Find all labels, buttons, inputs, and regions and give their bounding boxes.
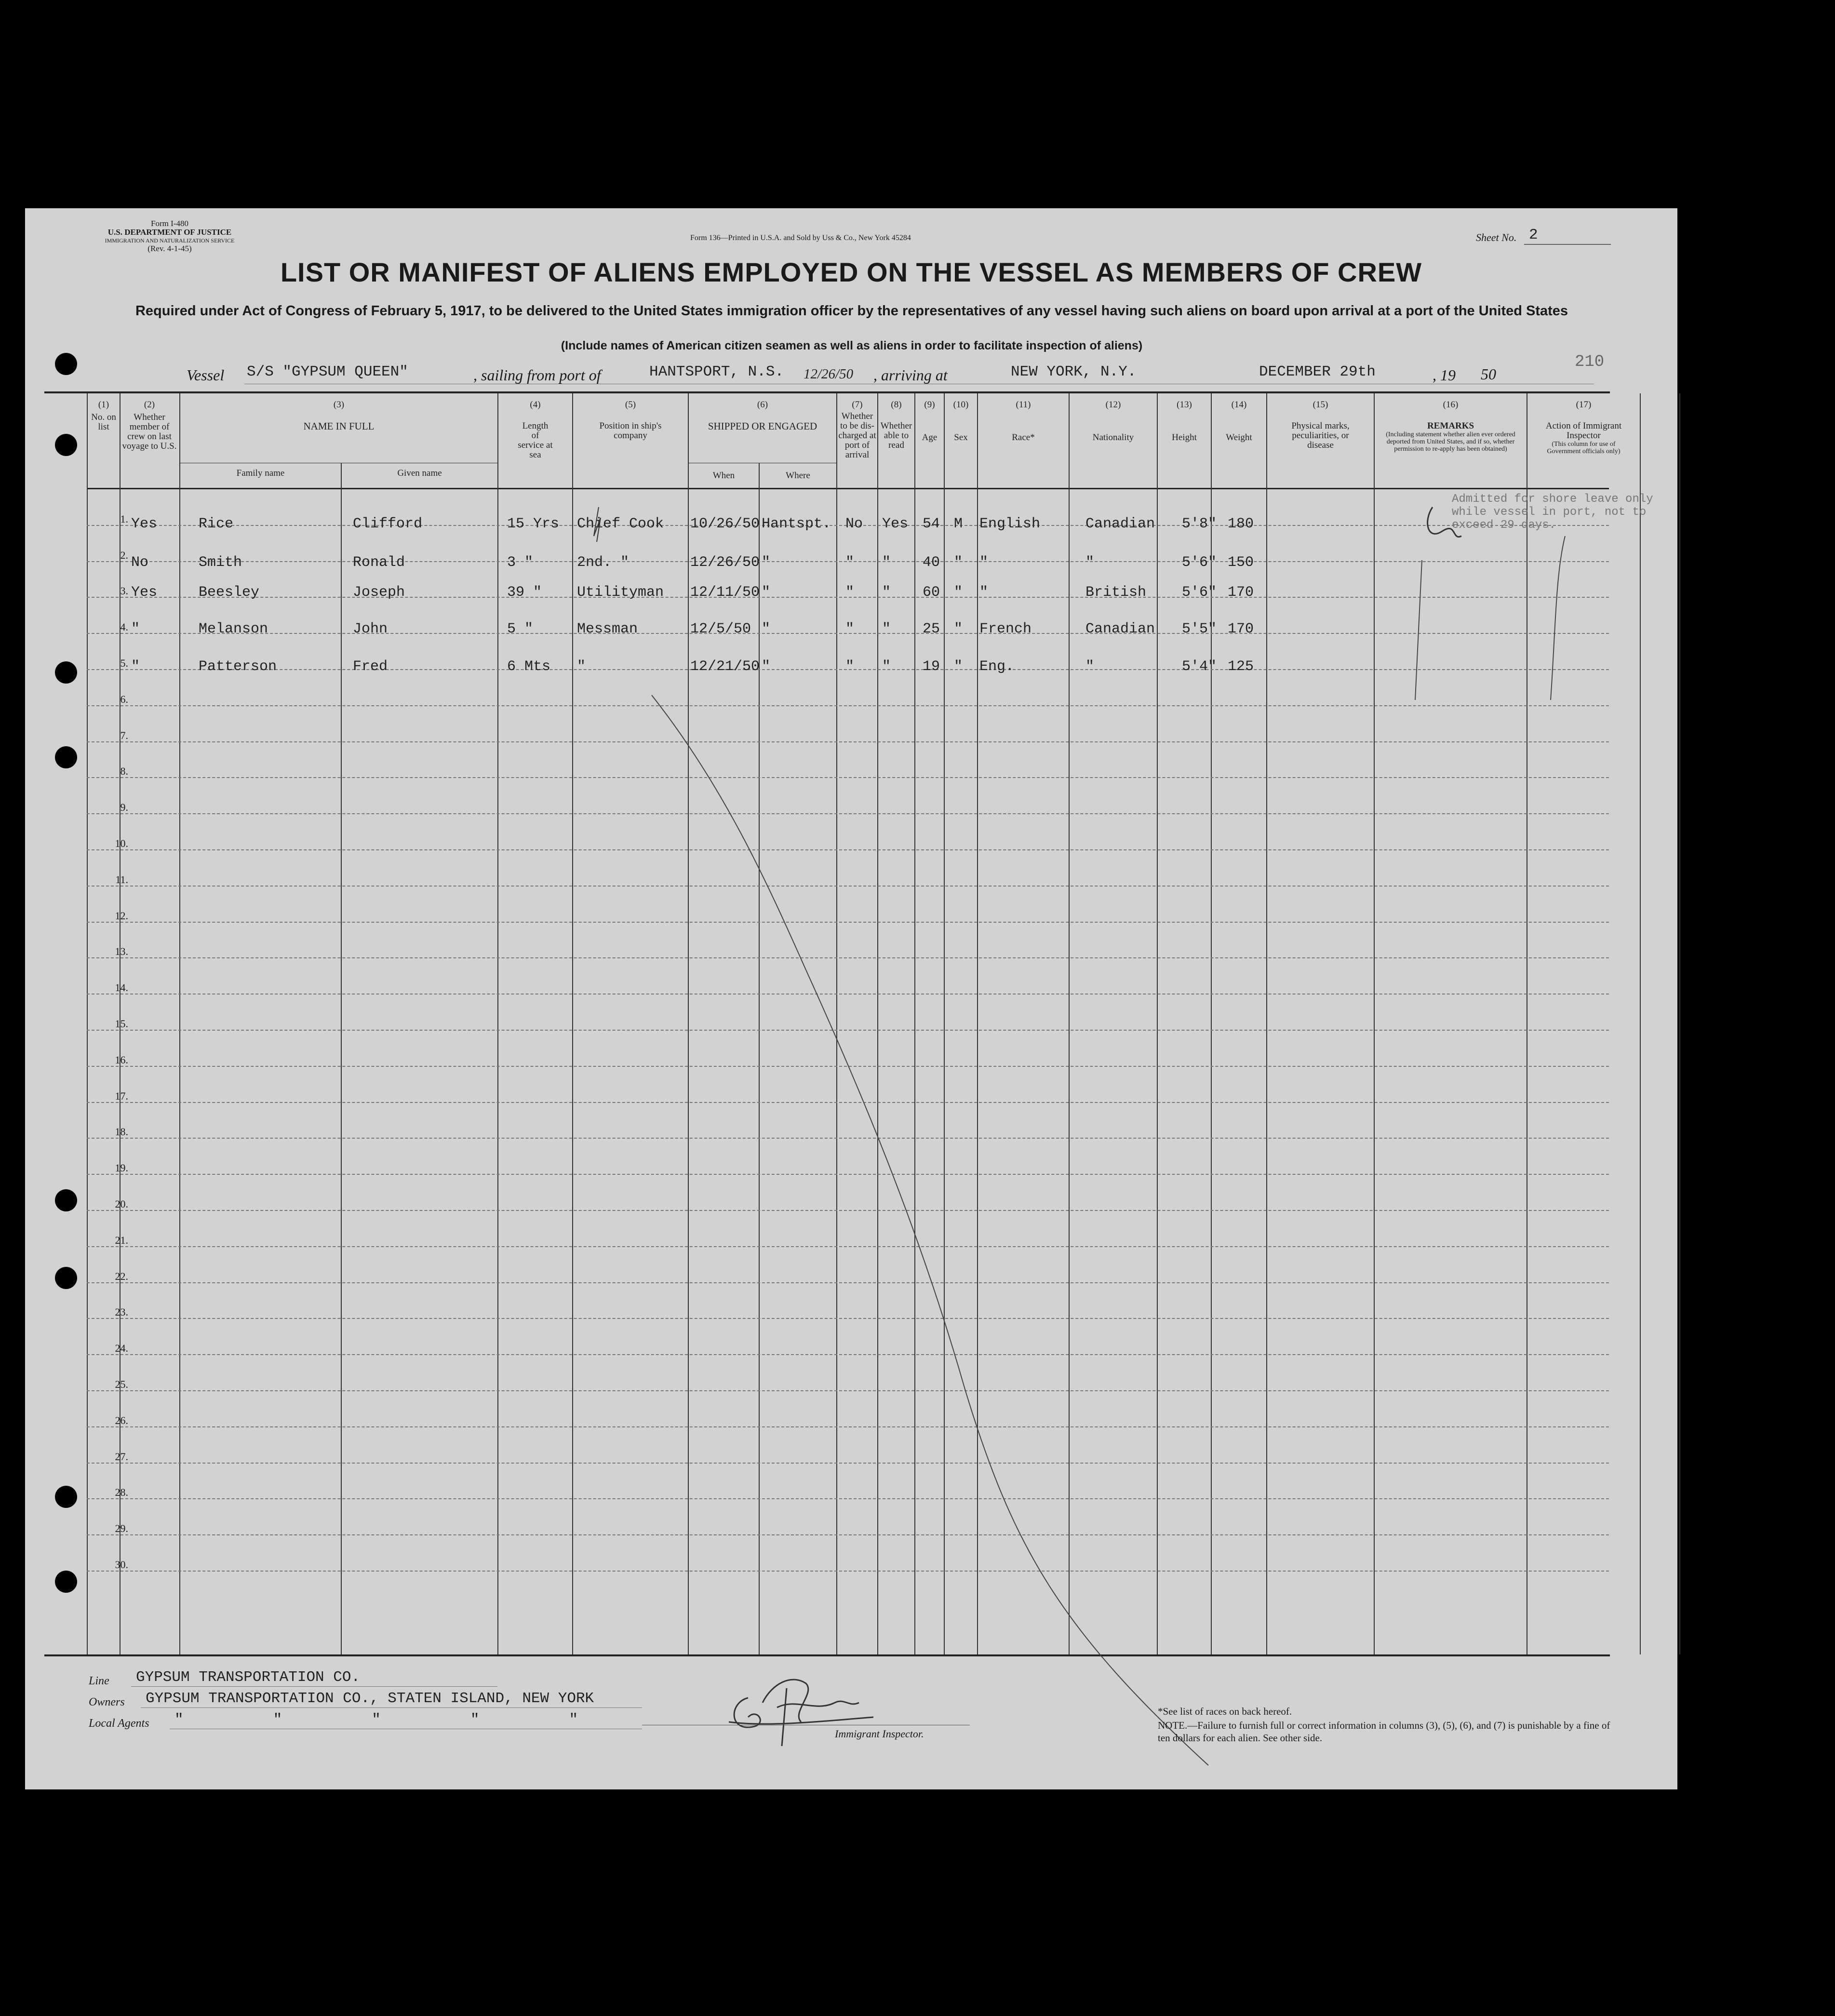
cell-nationality: Canadian [1085,621,1155,637]
subnote: (Include names of American citizen seamen as well as aliens in order to facilitate inspection of aliens) [561,339,1143,352]
row-number: 16. [115,1053,128,1066]
row-number: 5. [120,657,128,669]
cell-family: Smith [199,554,242,571]
pen-marks [25,208,1677,1789]
cell-read: " [882,659,891,675]
owners-value: GYPSUM TRANSPORTATION CO., STATEN ISLAND, NEW YORK [146,1690,594,1707]
row-number: 4. [120,621,128,633]
sailing-date: 12/26/50 [804,366,854,382]
cell-discharged: " [845,659,855,675]
cell-race: " [979,554,989,571]
cell-weight: 180 [1228,516,1254,532]
cell-read: Yes [882,516,909,532]
col-9-header: (9) Age [922,400,938,443]
cell-sex: M [954,516,963,532]
col-7-header: (7) Whether to be dis-charged at port of arrival [838,400,876,460]
cell-given: Fred [353,659,388,675]
penalty-note: NOTE.—Failure to furnish full or correct information in columns (3), (5), (6), and (7) is punishable by a fine of ten dollars for each alien. See other side. [1158,1720,1610,1744]
cell-nationality: British [1085,584,1147,601]
row-number: 7. [120,729,128,741]
cell-height: 5'5" [1182,621,1217,637]
cell-weight: 170 [1228,621,1254,637]
cell-given: Clifford [353,516,423,532]
cell-service: 39 " [507,584,542,601]
col-3-header: (3) NAME IN FULL [303,400,375,432]
cell-prev: " [131,659,140,675]
cell-read: " [882,584,891,601]
row-number: 25. [115,1378,128,1390]
cell-when: 12/21/50 [690,659,760,675]
col-1-header: (1) No. on list [91,400,116,432]
cell-age: 25 [923,621,940,637]
cell-age: 54 [923,516,940,532]
row-number: 3. [120,585,128,597]
revision: (Rev. 4-1-45) [147,244,192,253]
row-number: 1. [120,512,128,525]
cell-weight: 150 [1228,554,1254,571]
row-number: 2. [120,549,128,561]
cell-discharged: " [845,584,855,601]
row-number: 19. [115,1162,128,1174]
row-number: 18. [115,1126,128,1138]
cell-read: " [882,554,891,571]
row-number: 26. [115,1414,128,1426]
col-2-header: (2) Whether member of crew on last voyage to U.S. [122,400,177,451]
cell-race: French [979,621,1032,637]
cell-sex: " [954,659,963,675]
printer-note: Form 136—Printed in U.S.A. and Sold by Uss & Co., New York 45284 [690,234,911,242]
cell-service: 3 " [507,554,534,571]
cell-age: 60 [923,584,940,601]
cell-service: 5 " [507,621,534,637]
row-number: 27. [115,1450,128,1463]
cell-position: Chief Cook [577,516,664,532]
cell-prev: No [131,554,149,571]
row-number: 17. [115,1089,128,1102]
row-number: 30. [115,1559,128,1571]
cell-where: " [762,554,771,571]
row-number: 22. [115,1270,128,1282]
cell-when: 12/11/50 [690,584,760,601]
agents-value: " " " " " [174,1711,578,1728]
cell-where: " [762,584,771,601]
row-number: 8. [120,765,128,778]
cell-service: 15 Yrs [507,516,560,532]
arriving-label: , arriving at [873,366,948,384]
cell-race: " [979,584,989,601]
sailing-label: , sailing from port of [473,366,601,384]
line-label: Line [89,1675,109,1687]
cell-where: Hantspt. [762,516,831,532]
col-4-header: (4) Length of service at sea [518,400,553,460]
row-number: 29. [115,1522,128,1535]
cell-sex: " [954,554,963,571]
col-12-header: (12) Nationality [1092,400,1134,443]
races-note: *See list of races on back hereof. [1158,1706,1292,1717]
row-number: 15. [115,1018,128,1030]
row-number: 13. [115,945,128,958]
row-number: 20. [115,1198,128,1210]
row-number: 28. [115,1486,128,1499]
row-number: 12. [115,909,128,922]
cell-prev: Yes [131,516,158,532]
cell-prev: " [131,621,140,637]
cell-discharged: No [845,516,863,532]
cell-height: 5'4" [1182,659,1217,675]
row-number: 24. [115,1342,128,1355]
cell-read: " [882,621,891,637]
year: 50 [1481,365,1496,383]
row-number: 11. [115,873,128,886]
col-6a-header: When [712,470,735,481]
cell-nationality: " [1085,659,1095,675]
cell-height: 5'6" [1182,554,1217,571]
cell-given: John [353,621,388,637]
cell-nationality: " [1085,554,1095,571]
col-8-header: (8) Whether able to read [880,400,912,450]
cell-where: " [762,659,771,675]
sheet-number: 2 [1529,227,1538,243]
subtitle: Required under Act of Congress of February 5, 1917, to be delivered to the United States immigration officer by the representatives of any vessel having such aliens on board upon arrival at a port of the United States [135,303,1568,319]
col-10-header: (10) Sex [953,400,969,443]
col-3b-header: Given name [397,468,442,478]
cell-weight: 170 [1228,584,1254,601]
row-number: 14. [115,981,128,994]
col-16-header: (16) REMARKS (Including statement whether alien ever ordered deported from United States, and if so, whether permission to re-apply has been obtained) [1386,400,1515,453]
cell-height: 5'6" [1182,584,1217,601]
col-15-header: (15) Physical marks, peculiarities, or disease [1291,400,1350,450]
agents-label: Local Agents [89,1717,149,1730]
cell-weight: 125 [1228,659,1254,675]
col-14-header: (14) Weight [1226,400,1252,443]
department: U.S. DEPARTMENT OF JUSTICE [107,228,232,237]
cell-given: Ronald [353,554,405,571]
cell-race: Eng. [979,659,1015,675]
inspector-label: Immigrant Inspector. [835,1728,924,1740]
col-17-header: (17) Action of Immigrant Inspector (This column for use of Government officials only) [1545,400,1622,455]
form-number: Form I-480 [151,219,188,228]
vessel-name: S/S "GYPSUM QUEEN" [247,363,408,380]
page-title: LIST OR MANIFEST OF ALIENS EMPLOYED ON THE VESSEL AS MEMBERS OF CREW [280,257,1422,287]
cell-position: Utilityman [577,584,664,601]
year-prefix: , 19 [1433,366,1456,384]
cell-nationality: Canadian [1085,516,1155,532]
cell-prev: Yes [131,584,158,601]
cell-where: " [762,621,771,637]
cell-service: 6 Mts [507,659,551,675]
col-11-header: (11) Race* [1012,400,1035,443]
col-6-header: (6) SHIPPED OR ENGAGED [708,400,817,432]
owners-label: Owners [89,1696,125,1708]
row-number: 10. [115,837,128,849]
cell-age: 19 [923,659,940,675]
remarks-stamp: Admitted for shore leave only while vessel in port, not to exceed 29 days. [1452,493,1653,532]
cell-family: Melanson [199,621,268,637]
row-number: 6. [120,693,128,705]
cell-position: Messman [577,621,638,637]
cell-family: Patterson [199,659,277,675]
cell-given: Joseph [353,584,405,601]
cell-sex: " [954,621,963,637]
cell-family: Rice [199,516,234,532]
manifest-sheet [25,208,1677,1789]
cell-sex: " [954,584,963,601]
cell-race: English [979,516,1041,532]
line-value: GYPSUM TRANSPORTATION CO. [136,1669,361,1686]
col-5-header: (5) Position in ship's company [599,400,662,441]
stamp-number: 210 [1575,353,1605,371]
arrival-date: DECEMBER 29th [1259,363,1376,380]
vessel-label: Vessel [187,366,225,384]
cell-age: 40 [923,554,940,571]
cell-height: 5'8" [1182,516,1217,532]
sheet-label: Sheet No. [1476,231,1517,243]
col-6b-header: Where [786,470,810,481]
cell-position: 2nd. " [577,554,630,571]
cell-discharged: " [845,621,855,637]
col-3a-header: Family name [236,468,285,478]
row-number: 23. [115,1306,128,1318]
row-number: 9. [120,801,128,814]
arriving-port: NEW YORK, N.Y. [1011,363,1137,380]
cell-position: " [577,659,586,675]
cell-when: 12/26/50 [690,554,760,571]
cell-when: 12/5/50 [690,621,751,637]
service: IMMIGRATION AND NATURALIZATION SERVICE [105,237,235,244]
cell-discharged: " [845,554,855,571]
cell-family: Beesley [199,584,260,601]
col-13-header: (13) Height [1172,400,1197,443]
row-number: 21. [115,1234,128,1246]
cell-when: 10/26/50 [690,516,760,532]
sailing-port: HANTSPORT, N.S. [649,363,784,380]
